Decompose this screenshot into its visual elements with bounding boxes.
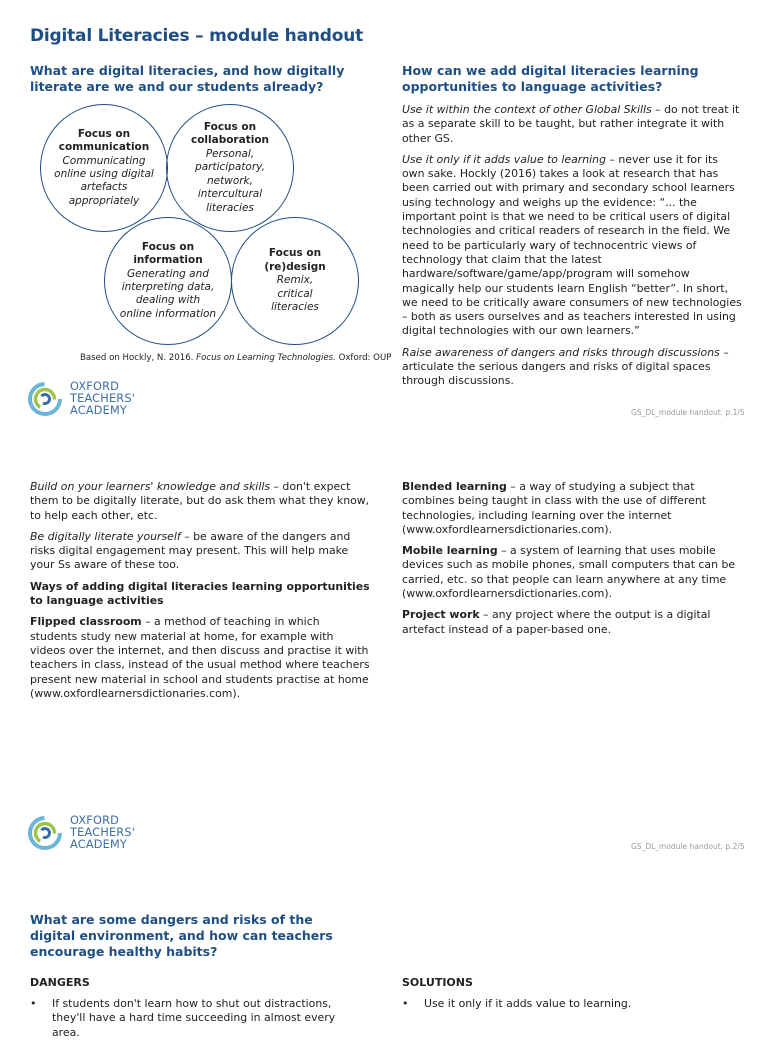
left-heading: What are digital literacies, and how digitally literate are we and our students already? [30,63,345,94]
para-lead: Build on your learners' knowledge and skills [30,480,271,493]
para-text: – articulate the serious dangers and risks of digital spaces through discussions. [402,345,729,388]
definition-text: – a way of studying a subject that combines being taught in class with the use of different technologies, including learning over the internet (www.oxfordlearnersdictionaries.com). [402,480,706,536]
circle-information [104,217,232,345]
paragraph [402,103,742,146]
oxford-teachers-academy-logo [26,380,135,418]
list-item: • If students don't learn how to shut out distractions, they'll have a hard time succeeding in almost every area. [30,997,365,1040]
definition-text: – a system of learning that uses mobile devices such as mobile phones, small computers that can be carried, etc. so that people can learn anywhere at any time (www.oxfordlearnersdictionaries.com). [402,544,736,601]
page3-heading: What are some dangers and risks of the digital environment, and how can teachers encourage healthy habits? [30,912,333,959]
logo-icon [26,380,64,418]
page-title: Digital Literacies – module handout [30,26,364,46]
right-column-text [402,103,742,396]
para-text: – never use it for its own sake. Hockly (2016) takes a look at research that has been carried out with primary and secondary school learners using technology and weighs up the evidence: “... the important point is that we need to be critical users of digital technologies and critical readers of research in the field. We need to be particularly wary of technocentric views of technology that claim that the latest hardware/software/game/app/program will somehow magically help our students learn English “better”. In short, we need to be critically aware consumers of new technologies – both as users ourselves and as teachers interested in using digital technologies with our own learners.” [402,152,742,338]
solutions-list [402,997,737,1011]
para-text: – be aware of the dangers and risks digital engagement may present. This will help make your Ss aware of these too. [30,529,351,572]
definition [402,608,742,637]
right-heading: How can we add digital literacies learning opportunities to language activities? [402,63,699,94]
credit-suffix: Oxford: OUP [338,353,392,363]
definition-term: Blended learning [402,480,507,493]
dangers-list [30,997,365,1040]
credit-title: Focus on Learning Technologies. [196,353,336,363]
logo-line: ACADEMY [70,404,128,418]
circle-desc: Personal, participatory, network, intercultural literacies [195,147,265,214]
logo-line: OXFORD [70,813,120,827]
circle-desc: Remix, critical literacies [271,274,319,314]
logo-line: OXFORD [70,379,120,393]
paragraph [402,346,742,389]
definition-text: – any project where the output is a digital artefact instead of a paper-based one. [402,608,711,636]
page-reference: GS_DL_module handout. p.1/5 [631,408,745,417]
circle-desc: Generating and interpreting data, dealing with online information [119,267,217,320]
definition-term: Project work [402,608,480,622]
paragraph [30,530,370,573]
definition-term: Flipped classroom [30,615,142,629]
logo-text [70,815,135,852]
para-lead: Use it within the context of other Global Skills [402,103,652,116]
paragraph [30,480,370,523]
page2-left-column [30,480,370,708]
para-text: – do not treat it as a separate skill to be taught, but rather integrate it with other GS. [402,103,740,145]
logo-text [70,381,135,418]
logo-line: TEACHERS' [70,391,136,405]
logo-icon [26,814,64,852]
source-credit [80,353,391,363]
circle-title: Focus on (re)design [264,247,326,273]
logo-line: ACADEMY [70,838,128,852]
circle-redesign [231,217,359,345]
circle-desc: Communicating online using digital artefacts appropriately [54,154,154,207]
para-lead: Raise awareness of dangers and risks through discussions [402,345,720,359]
oxford-teachers-academy-logo [26,814,135,852]
circle-title: Focus on collaboration [190,121,270,147]
circle-communication [40,104,168,232]
solutions-label: SOLUTIONS [402,976,473,989]
credit-prefix: Based on Hockly, N. 2016. [80,353,194,363]
page2-right-column [402,480,742,644]
definition [402,544,742,601]
definition [30,615,370,701]
para-lead: Be digitally literate yourself [30,529,181,543]
list-item: • Use it only if it adds value to learning. [402,997,737,1011]
circle-title: Focus on information [133,240,203,267]
paragraph [402,153,742,339]
logo-line: TEACHERS' [70,825,136,839]
para-text: – don't expect them to be digitally literate, but do ask them what they know, to help each other, etc. [30,480,370,522]
circle-collaboration [166,104,294,232]
circle-title: Focus on communication [58,127,150,154]
dangers-label: DANGERS [30,976,90,989]
definition [402,480,742,537]
definition-term: Mobile learning [402,544,498,558]
definition-text: – a method of teaching in which students study new material at home, for example with videos over the internet, and then discuss and practise it with teachers in class, instead of the usual method where teachers present new material in school and students practise at home (www.oxfordlearnersdictionaries.com). [30,615,370,700]
para-lead: Use it only if it adds value to learning [402,152,607,166]
page-reference: GS_DL_module handout. p.2/5 [631,842,745,851]
ways-heading: Ways of adding digital literacies learning opportunities to language activities [30,579,370,608]
